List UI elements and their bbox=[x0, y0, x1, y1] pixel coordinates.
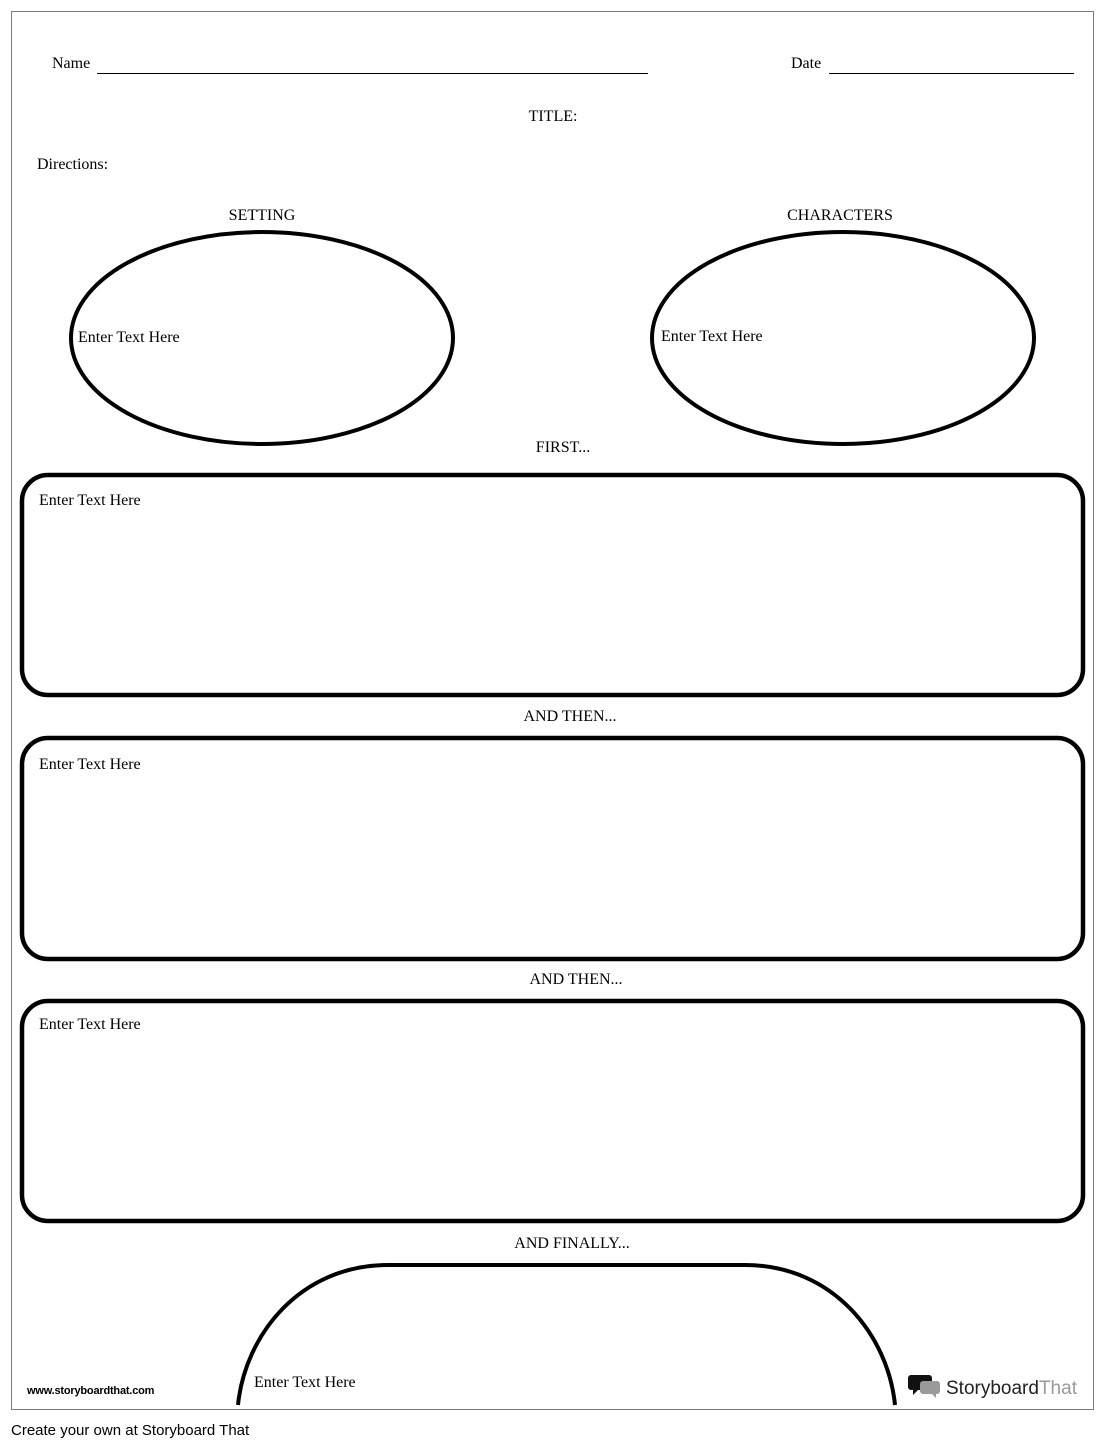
and-then-text-field-1[interactable]: Enter Text Here bbox=[39, 756, 141, 773]
first-text-field[interactable]: Enter Text Here bbox=[39, 492, 141, 509]
create-your-own-link[interactable]: Create your own at Storyboard That bbox=[11, 1422, 250, 1439]
storyboardthat-logo bbox=[908, 1373, 1077, 1404]
and-then-heading-1: AND THEN... bbox=[523, 708, 617, 725]
storyboardthat-url: www.storyboardthat.com bbox=[27, 1385, 155, 1397]
and-finally-text-field[interactable]: Enter Text Here bbox=[254, 1374, 356, 1391]
logo-word-that: That bbox=[1038, 1377, 1077, 1399]
setting-heading: SETTING bbox=[228, 207, 296, 224]
first-box bbox=[22, 475, 1083, 695]
and-finally-heading: AND FINALLY... bbox=[514, 1235, 630, 1252]
speech-bubbles-icon bbox=[908, 1373, 942, 1404]
name-label: Name bbox=[52, 55, 91, 72]
characters-heading: CHARACTERS bbox=[787, 207, 893, 224]
and-then-box-1 bbox=[22, 738, 1083, 959]
first-heading: FIRST... bbox=[535, 439, 591, 456]
logo-word-storyboard: Storyboard bbox=[946, 1377, 1039, 1399]
directions-label: Directions: bbox=[37, 156, 109, 173]
title-label: TITLE: bbox=[528, 108, 578, 125]
date-label: Date bbox=[791, 55, 822, 72]
and-then-heading-2: AND THEN... bbox=[529, 971, 623, 988]
and-then-text-field-2[interactable]: Enter Text Here bbox=[39, 1016, 141, 1033]
characters-text-field[interactable]: Enter Text Here bbox=[661, 328, 763, 345]
setting-text-field[interactable]: Enter Text Here bbox=[78, 329, 180, 346]
and-then-box-2 bbox=[22, 1001, 1083, 1221]
